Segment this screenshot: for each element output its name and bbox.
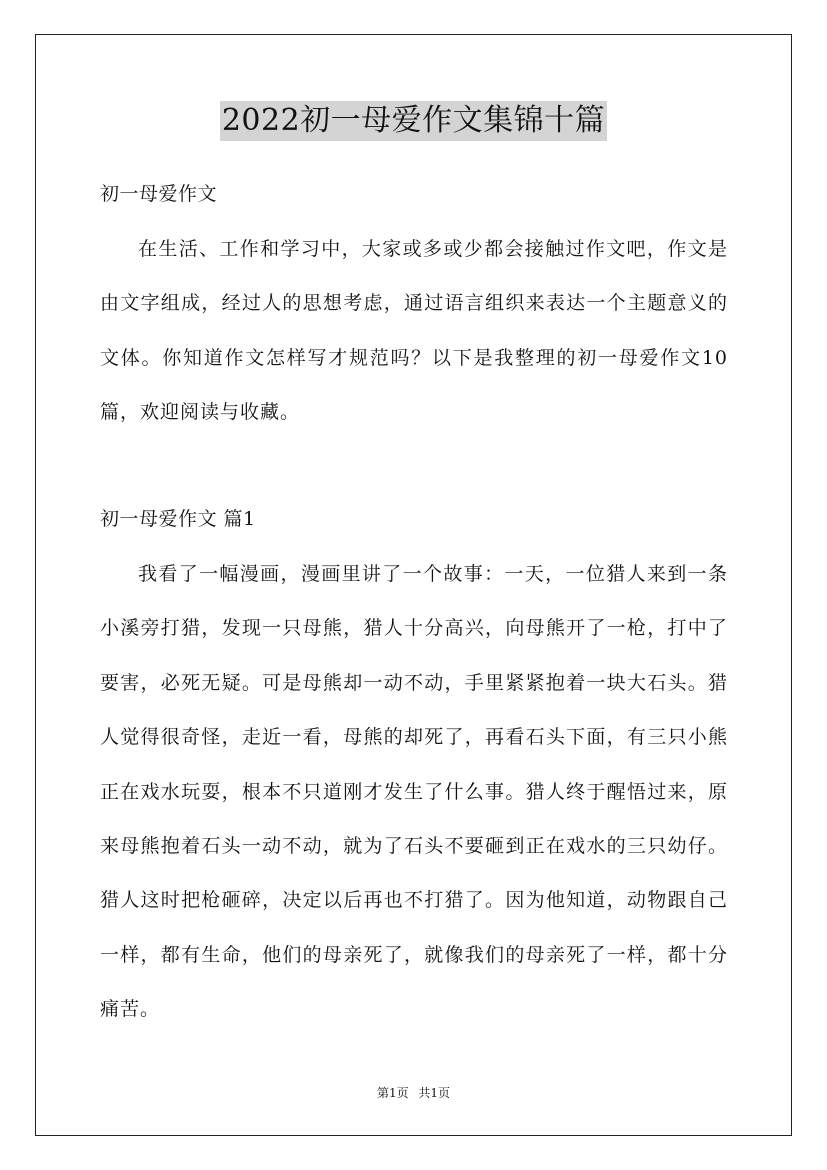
- intro-heading: 初一母爱作文: [100, 183, 218, 205]
- section1-heading: 初一母爱作文 篇1: [100, 508, 256, 530]
- page-footer: [0, 1085, 827, 1101]
- page-current: 第1页: [376, 1086, 409, 1100]
- title-container: [0, 101, 827, 141]
- section1-paragraph: 我看了一幅漫画，漫画里讲了一个故事：一天，一位猎人来到一条小溪旁打猎，发现一只母熊，猎人十分高兴，向母熊开了一枪，打中了要害，必死无疑。可是母熊却一动不动，手里紧紧抱着一块大石头。猎人觉得很奇怪，走近一看，母熊的却死了，再看石头下面，有三只小熊正在戏水玩耍，根本不只道刚才发生了什么事。猎人终于醒悟过来，原来母熊抱着石头一动不动，就为了石头不要砸到正在戏水的三只幼仔。猎人这时把枪砸碎，决定以后再也不打猎了。因为他知道，动物跟自己一样，都有生命，他们的母亲死了，就像我们的母亲死了一样，都十分痛苦。: [100, 563, 728, 1021]
- page-total: 共1页: [418, 1086, 451, 1100]
- intro-paragraph: 在生活、工作和学习中，大家或多或少都会接触过作文吧，作文是由文字组成，经过人的思想考虑，通过语言组织来表达一个主题意义的文体。你知道作文怎样写才规范吗？以下是我整理的初一母爱作文10篇，欢迎阅读与收藏。: [100, 238, 728, 424]
- document-title: 2022初一母爱作文集锦十篇: [220, 101, 607, 141]
